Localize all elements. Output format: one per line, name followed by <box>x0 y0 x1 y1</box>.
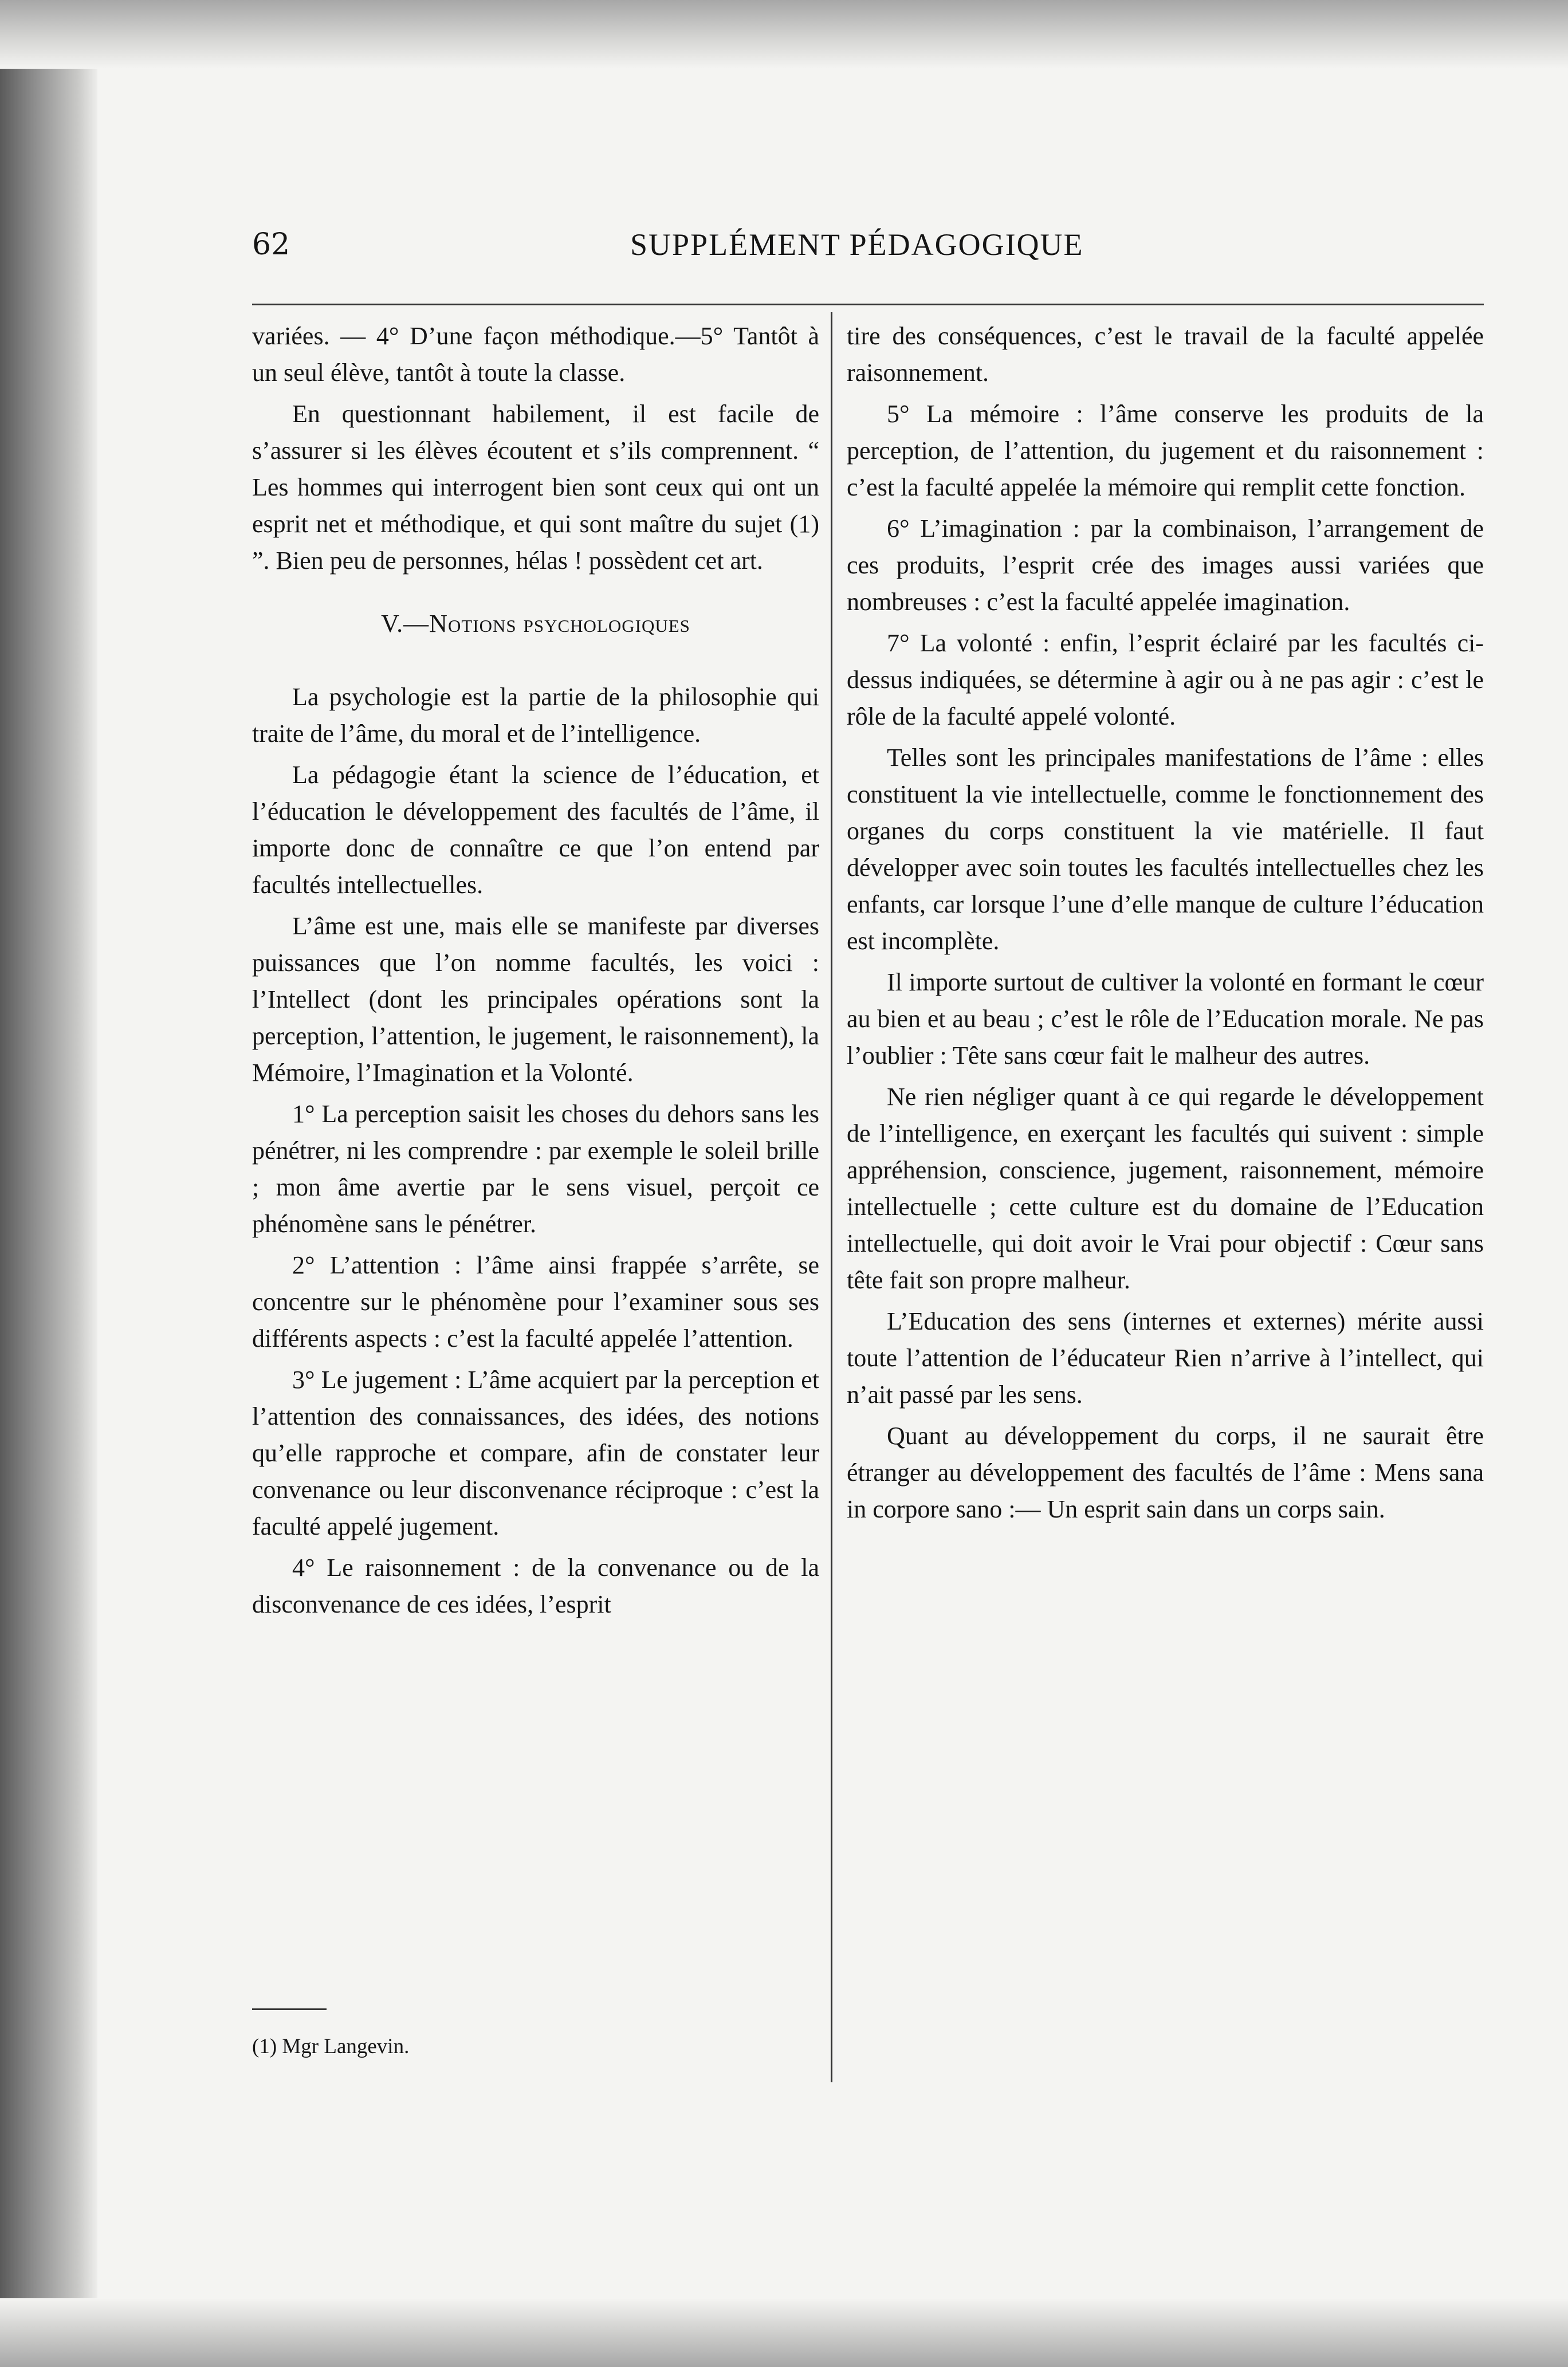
footnote: (1) Mgr Langevin. <box>252 2035 410 2058</box>
bottom-edge-scan-noise <box>0 2298 1568 2367</box>
paragraph: Il importe surtout de cultiver la volonté en formant le cœur au bien et au beau ; c’est le rôle de l’Education morale. Ne pas l’oublier : Tête sans cœur fait le malheur des autres. <box>847 968 1484 1070</box>
paragraph: Ne rien négliger quant à ce qui regarde le développement de l’intelligence, en exerçant les facultés qui suivent : simple appréhension, conscience, jugement, raisonnement, mémoire intellectuelle ; cette culture est du domaine de l’Education intellectuelle, qui doit avoir le Vrai pour objectif : Cœur sans tête fait son propre malheur. <box>847 1083 1484 1294</box>
paragraph: L’Education des sens (internes et externes) mérite aussi toute l’attention de l’éducateur Rien n’arrive à l’intellect, qui n’ait passé par les sens. <box>847 1307 1484 1409</box>
page-header <box>0 226 1568 272</box>
paragraph: Telles sont les principales manifestations de l’âme : elles constituent la vie intellectuelle, comme le fonctionnement des organes du corps constituent la vie matérielle. Il faut développer avec soin toutes les facultés intellectuelles chez les enfants, car lorsque l’une d’elle manque de culture l’éducation est incomplète. <box>847 744 1484 955</box>
page-number: 62 <box>252 227 290 262</box>
paragraph: Quant au développement du corps, il ne saurait être étranger au développement des facultés de l’âme : Mens sana in corpore sano :— Un esprit sain dans un corps sain. <box>847 1422 1484 1523</box>
paragraph: 4° Le raisonnement : de la convenance ou de la disconvenance de ces idées, l’esprit <box>252 1554 819 1618</box>
running-title: SUPPLÉMENT PÉDAGOGIQUE <box>630 227 1084 262</box>
paragraph: 2° L’attention : l’âme ainsi frappée s’arrête, se concentre sur le phénomène pour l’examiner sous ses différents aspects : c’est la faculté appelée l’attention. <box>252 1251 819 1352</box>
paragraph: En questionnant habilement, il est facile de s’assurer si les élèves écoutent et s’ils comprennent. “ Les hommes qui interrogent bien sont ceux qui ont un esprit net et méthodique, et qui sont maître du sujet (1) ”. Bien peu de personnes, hélas ! possèdent cet art. <box>252 400 819 575</box>
book-binding-shadow <box>0 0 97 2367</box>
paragraph: 7° La volonté : enfin, l’esprit éclairé par les facultés ci-dessus indiquées, se détermine à agir ou à ne pas agir : c’est le rôle de la faculté appelé volonté. <box>847 629 1484 730</box>
section-heading: V.—Notions psychologiques <box>381 610 690 638</box>
paragraph: variées. — 4° D’une façon méthodique.—5° Tantôt à un seul élève, tantôt à toute la classe. <box>252 322 819 387</box>
header-rule <box>252 304 1484 305</box>
paragraph: 1° La perception saisit les choses du dehors sans les pénétrer, ni les comprendre : par exemple le soleil brille ; mon âme avertie par le sens visuel, perçoit ce phénomène sans le pénétrer. <box>252 1100 819 1238</box>
paragraph: 3° Le jugement : L’âme acquiert par la perception et l’attention des connaissances, des idées, des notions qu’elle rapproche et compare, afin de constater leur convenance ou leur disconvenance réciproque : c’est la faculté appelé jugement. <box>252 1366 819 1540</box>
paragraph: L’âme est une, mais elle se manifeste par diverses puissances que l’on nomme facultés, les voici : l’Intellect (dont les principales opérations sont la perception, l’attention, le jugement, le raisonnement), la Mémoire, l’Imagination et la Volonté. <box>252 912 819 1087</box>
right-column <box>847 318 1484 1532</box>
paragraph: 5° La mémoire : l’âme conserve les produits de la perception, de l’attention, du jugement et du raisonnement : c’est la faculté appelée la mémoire qui remplit cette fonction. <box>847 400 1484 501</box>
paragraph: tire des conséquences, c’est le travail de la faculté appelée raisonnement. <box>847 322 1484 387</box>
footnote-rule <box>252 2008 327 2010</box>
paragraph: 6° L’imagination : par la combinaison, l’arrangement de ces produits, l’esprit crée des images aussi variées que nombreuses : c’est la faculté appelée imagination. <box>847 514 1484 616</box>
paragraph: La pédagogie étant la science de l’éducation, et l’éducation le développement des facultés de l’âme, il importe donc de connaître ce que l’on entend par facultés intellectuelles. <box>252 761 819 899</box>
top-edge-scan-noise <box>0 0 1568 69</box>
paragraph: La psychologie est la partie de la philosophie qui traite de l’âme, du moral et de l’intelligence. <box>252 683 819 748</box>
left-column <box>252 318 819 1627</box>
column-divider <box>831 312 832 2082</box>
